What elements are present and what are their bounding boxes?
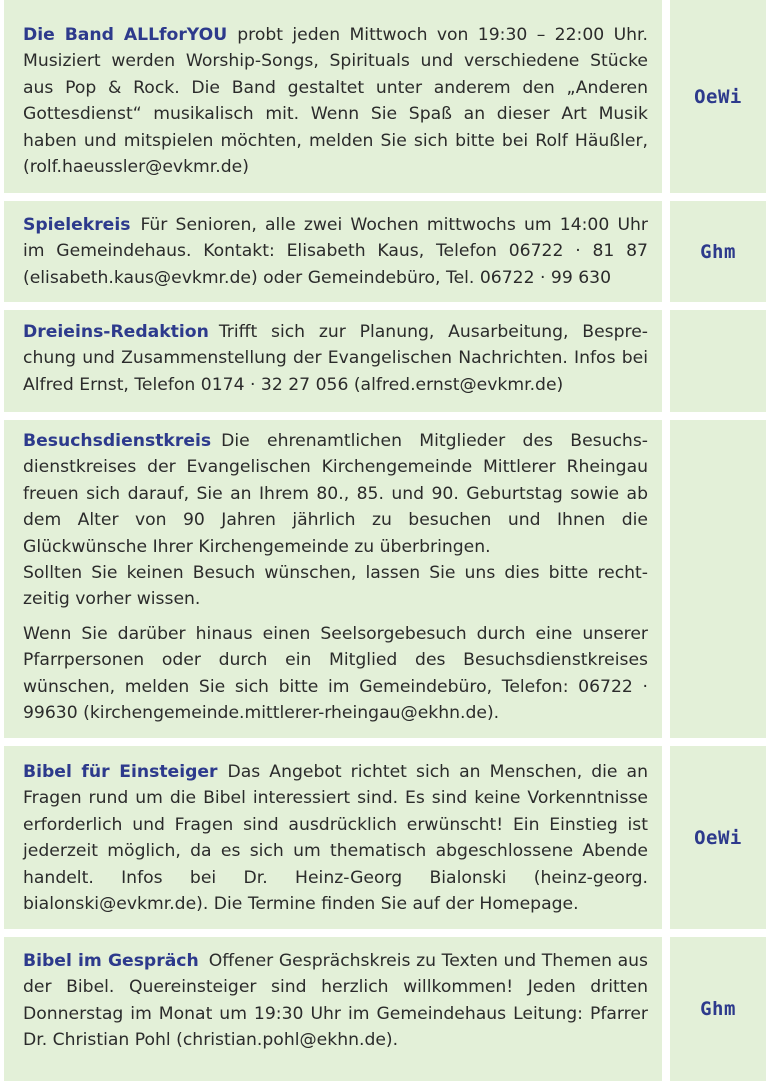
entry-paragraph [23,212,648,291]
entry-title: Bibel im Gespräch [23,951,199,971]
entry-body: Für Senioren, alle zwei Wochen mittwochs um 14:00 Uhr im Gemeindehaus. Kontakt: Elisabeth Kaus, Telefon 06722 · 81 87 (elisabeth.kaus@evkmr.de) oder Gemeindebüro, Tel. 06722 · 99 630 [23,215,648,288]
entry-paragraph [23,560,648,613]
entry-text-cell [4,420,662,738]
location-cell [670,201,766,302]
entry-bibel-gespraech [0,937,770,1081]
entry-text [23,428,648,726]
location-cell [670,937,766,1081]
location-cell [670,420,766,738]
entry-text-cell [4,937,662,1081]
entry-spielekreis [0,201,770,302]
entry-text-cell [4,746,662,929]
entry-text-cell [4,201,662,302]
location-tag: Ghm [700,998,736,1020]
entry-title: Besuchsdienstkreis [23,431,212,451]
entry-body: Trifft sich zur Planung, Ausarbeitung, Besprechung und Zusammenstellung der Evangelischen Nachrichten. Infos bei Alfred Ernst, Telefon 0174 · 32 27 056 (alfred.ernst@evkmr.de) [23,322,648,395]
entry-body: Die ehrenamtlichen Mitglieder des Besuchsdienstkreises der Evangelischen Kirchengemeinde Mittlerer Rheingau freuen sich darauf, Sie an Ihrem 80., 85. und 90. Geburtstag sowie ab dem Alter von 90 Jahren jährlich zu besuchen und Ihnen die Glückwünsche Ihrer Kirchengemeinde zu überbringen. [23,431,648,557]
entry-besuchsdienst [0,420,770,738]
entry-bibel-einsteiger [0,746,770,929]
entry-paragraph [23,319,648,398]
entry-text [23,22,648,180]
entry-text [23,212,648,291]
entry-text [23,948,648,1054]
entry-body: Wenn Sie darüber hinaus einen Seelsorgebesuch durch eine unserer Pfarrpersonen oder durch ein Mitglied des Besuchsdienstkreises wünschen, melden Sie sich bitte im Gemeindebüro, Telefon: 06722 · 99630 (kirchengemeinde.mittlerer-rheingau@ekhn.de). [23,623,648,724]
entry-title: Spielekreis [23,215,131,235]
entry-body: Sollten Sie keinen Besuch wünschen, lassen Sie uns dies bitte rechtzeitig vorher wissen. [23,563,648,610]
entry-text [23,319,648,398]
entry-title: Bibel für Einsteiger [23,762,218,782]
entry-text-cell [4,0,662,193]
entry-text-cell [4,310,662,412]
location-cell [670,746,766,929]
entry-band [0,0,770,193]
entry-text [23,759,648,917]
location-cell [670,310,766,412]
entry-body: Offener Gesprächskreis zu Texten und Themen aus der Bibel. Quereinsteiger sind herzlich willkommen! Jeden dritten Donnerstag im Monat um 19:30 Uhr im Gemeindehaus Leitung: Pfarrer Dr. Christian Pohl (christian.pohl@ekhn.de). [23,951,648,1051]
entry-body: Das Angebot richtet sich an Menschen, die an Fragen rund um die Bibel interessiert sind. Es sind keine Vorkenntnisse erforderlich und Fragen sind ausdrücklich erwünscht! Ein Einstieg ist jederzeit möglich, da es sich um thematisch abgeschlossene Abende handelt. Infos bei Dr. Heinz-Georg Bialonski (heinz-georg. bialonski@evkmr.de). Die Termine finden Sie auf der Homepage. [23,762,648,915]
location-tag: Ghm [700,240,736,263]
location-tag: OeWi [694,85,742,108]
entry-title: Dreieins-Redaktion [23,322,209,342]
entry-redaktion [0,310,770,412]
entry-paragraph [23,759,648,917]
entry-title: Die Band ALLforYOU [23,25,228,45]
entry-paragraph [23,621,648,727]
entry-body: probt jeden Mittwoch von 19:30 – 22:00 Uhr. Musiziert werden Worship-Songs, Spirituals und verschiedene Stücke aus Pop & Rock. Die Band gestaltet unter anderem den „Anderen Gottesdienst“ musikalisch mit. Wenn Sie Spaß an dieser Art Musik haben und mitspielen möchten, melden Sie sich bitte bei Rolf Häußler, (rolf.haeussler@evkmr.de) [23,25,648,178]
entry-paragraph [23,948,648,1054]
location-cell [670,0,766,193]
entry-paragraph [23,22,648,180]
entry-paragraph [23,428,648,560]
location-tag: OeWi [694,826,742,849]
